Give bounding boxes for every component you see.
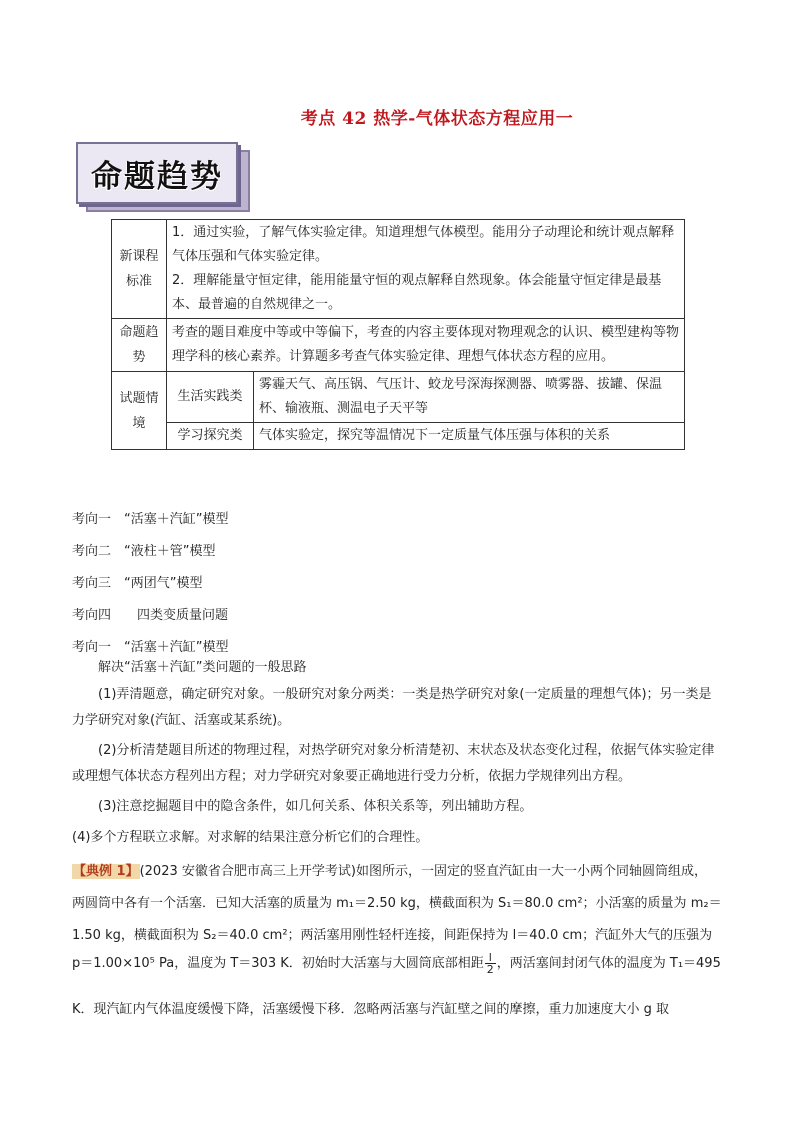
- outline-item: 考向三 “两团气”模型: [72, 576, 203, 591]
- example-tag: 【典例 1】: [73, 864, 139, 879]
- outline-item: 考向四 四类变质量问题: [72, 608, 229, 623]
- page-title: 考点 42 热学-气体状态方程应用一: [300, 109, 574, 129]
- example-line-2: 两圆筒中各有一个活塞．已知大活塞的质量为 m₁＝2.50 kg，横截面积为 S₁＝80.0 cm²；小活塞的质量为 m₂＝: [72, 896, 722, 911]
- row-label-curriculum: 新课程标准: [112, 220, 167, 319]
- example-source-text: (2023 安徽省合肥市高三上开学考试)如图所示，一固定的竖直汽缸由一大一小两个同轴圆筒组成，: [139, 864, 707, 879]
- banner-panel: [76, 142, 238, 204]
- curriculum-cell: [167, 220, 685, 319]
- context-study-cell: 气体实验定，探究等温情况下一定质量气体压强与体积的关系: [254, 423, 685, 450]
- method-step-4: (4)多个方程联立求解。对求解的结果注意分析它们的合理性。: [72, 830, 429, 845]
- curriculum-item-1: 1．通过实验，了解气体实验定律。知道理想气体模型。能用分子动理论和统计观点解释气体压强和气体实验定律。: [172, 225, 675, 264]
- fraction-l-over-2: [485, 952, 496, 975]
- example-line-4-end: ，两活塞间封闭气体的温度为 T₁＝495: [496, 956, 721, 971]
- outline-item: 考向一 “活塞＋汽缸”模型: [72, 512, 229, 527]
- example-line-3: 1.50 kg，横截面积为 S₂＝40.0 cm²；两活塞用刚性轻杆连接，间距保持为 l＝40.0 cm；汽缸外大气的压强为: [72, 928, 713, 943]
- example-line-1: [72, 860, 707, 879]
- method-intro: 解决“活塞＋汽缸”类问题的一般思路: [98, 660, 307, 675]
- fraction-denominator: 2: [486, 963, 494, 976]
- banner-text: 命题趋势: [91, 158, 223, 195]
- table-row: [112, 423, 685, 450]
- row-label-context: 试题情境: [112, 372, 167, 450]
- context-sub-label-life: 生活实践类: [167, 372, 254, 423]
- method-step-3: (3)注意挖掘题目中的隐含条件，如几何关系、体积关系等，列出辅助方程。: [98, 799, 533, 814]
- table-row: [112, 319, 685, 372]
- method-step-1: (1)弄清题意，确定研究对象。一般研究对象分两类：一类是热学研究对象(一定质量的理想气体)；另一类是力学研究对象(汽缸、活塞或某系统)。: [72, 687, 712, 728]
- section-heading: 考向一 “活塞＋汽缸”模型: [72, 640, 229, 655]
- fraction-numerator: l: [485, 952, 496, 964]
- outline-item: 考向二 “液柱＋管”模型: [72, 544, 216, 559]
- context-life-cell: 雾霾天气、高压锅、气压计、蛟龙号深海探测器、喷雾器、拔罐、保温杯、输液瓶、测温电子天平等: [254, 372, 685, 423]
- example-line-4-start: p＝1.00×10⁵ Pa，温度为 T＝303 K．初始时大活塞与大圆筒底部相距: [72, 956, 484, 971]
- example-line-5: K．现汽缸内气体温度缓慢下降，活塞缓慢下移．忽略两活塞与汽缸壁之间的摩擦，重力加速度大小 g 取: [72, 1002, 670, 1017]
- table-row: [112, 220, 685, 319]
- table-row: [112, 372, 685, 423]
- section-banner: [72, 140, 250, 212]
- trend-table: [111, 219, 685, 450]
- curriculum-item-2: 2．理解能量守恒定律，能用能量守恒的观点解释自然现象。体会能量守恒定律是最基本、最普遍的自然规律之一。: [172, 273, 662, 312]
- row-label-trend: 命题趋势: [112, 319, 167, 372]
- trend-cell: 考查的题目难度中等或中等偏下，考查的内容主要体现对物理观念的认识、模型建构等物理学科的核心素养。计算题多考查气体实验定律、理想气体状态方程的应用。: [167, 319, 685, 372]
- example-line-4: [72, 952, 721, 975]
- context-sub-label-study: 学习探究类: [167, 423, 254, 450]
- method-step-2: (2)分析清楚题目所述的物理过程，对热学研究对象分析清楚初、末状态及状态变化过程，依据气体实验定律或理想气体状态方程列出方程；对力学研究对象要正确地进行受力分析，依据力学规律列出方程。: [72, 743, 715, 784]
